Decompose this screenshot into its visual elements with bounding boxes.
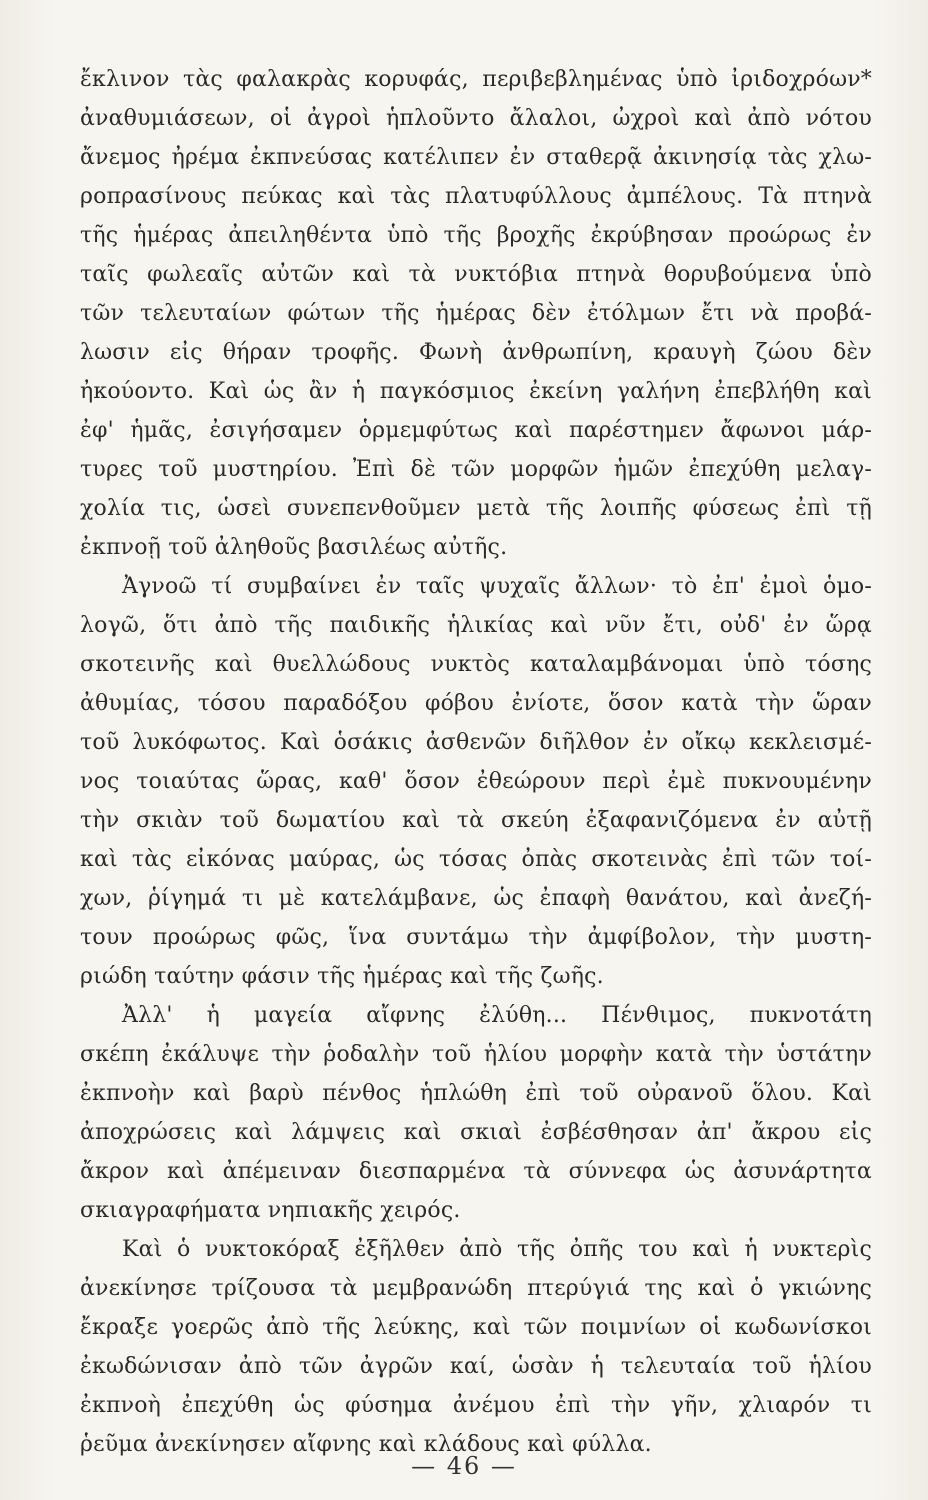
text-line: ἔκραξε γοερῶς ἀπὸ τῆς λεύκης, καὶ τῶν ποιμνίων οἱ κωδωνίσκοι: [80, 1315, 872, 1340]
text-line: ἄκρον καὶ ἀπέμειναν διεσπαρμένα τὰ σύννεφα ὡς ἀσυνάρτητα: [80, 1159, 872, 1184]
text-line: ταῖς φωλεαῖς αὐτῶν καὶ τὰ νυκτόβια πτηνὰ θορυβούμενα ὑπὸ: [80, 262, 872, 287]
text-line: ἀθυμίας, τόσου παραδόξου φόβου ἐνίοτε, ὅσον κατὰ τὴν ὥραν: [80, 691, 872, 716]
text-line: τῆς ἡμέρας ἀπειληθέντα ὑπὸ τῆς βροχῆς ἐκρύβησαν προώρως ἐν: [80, 223, 872, 248]
text-line: καὶ τὰς εἰκόνας μαύρας, ὡς τόσας ὀπὰς σκοτεινὰς ἐπὶ τῶν τοί-: [80, 847, 872, 872]
page-number: — 46 —: [411, 1452, 517, 1480]
text-line: σκιαγραφήματα νηπιακῆς χειρός.: [80, 1198, 461, 1223]
text-line: ῥεῦμα ἀνεκίνησεν αἴφνης καὶ κλάδους καὶ φύλλα.: [80, 1432, 652, 1457]
text-line: ἐκωδώνισαν ἀπὸ τῶν ἀγρῶν καί, ὡσὰν ἡ τελευταία τοῦ ἡλίου: [80, 1354, 872, 1379]
text-line: τῶν τελευταίων φώτων τῆς ἡμέρας δὲν ἐτόλμων ἔτι νὰ προβά-: [80, 301, 872, 326]
text-line: ἀναθυμιάσεων, οἱ ἀγροὶ ἡπλοῦντο ἄλαλοι, ὠχροὶ καὶ ἀπὸ νότου: [80, 106, 872, 131]
text-line: ροπρασίνους πεύκας καὶ τὰς πλατυφύλλους ἀμπέλους. Τὰ πτηνὰ: [80, 184, 872, 209]
text-line: Ἀγνοῶ τί συμβαίνει ἐν ταῖς ψυχαῖς ἄλλων· τὸ ἐπ' ἐμοὶ ὁμο-: [122, 574, 872, 599]
text-line: ἐκπνοῇ τοῦ ἀληθοῦς βασιλέως αὐτῆς.: [80, 535, 508, 560]
text-line: ἄνεμος ἠρέμα ἐκπνεύσας κατέλιπεν ἐν σταθερᾷ ἀκινησίᾳ τὰς χλω-: [80, 145, 872, 170]
text-line: ἐκπνοὴν καὶ βαρὺ πένθος ἡπλώθη ἐπὶ τοῦ οὐρανοῦ ὅλου. Καὶ: [80, 1081, 872, 1106]
paragraph-2: [80, 567, 872, 996]
text-line: ἔκλινον τὰς φαλακρὰς κορυφάς, περιβεβλημένας ὑπὸ ἰριδοχρόων*: [80, 67, 872, 92]
text-line: ἐφ' ἡμᾶς, ἐσιγήσαμεν ὁρμεμφύτως καὶ παρέστημεν ἄφωνοι μάρ-: [80, 418, 872, 443]
text-line: σκέπη ἐκάλυψε τὴν ῥοδαλὴν τοῦ ἡλίου μορφὴν κατὰ τὴν ὑστάτην: [80, 1042, 872, 1067]
text-line: χολία τις, ὡσεὶ συνεπενθοῦμεν μετὰ τῆς λοιπῆς φύσεως ἐπὶ τῇ: [80, 496, 872, 521]
body-text: [80, 60, 872, 1464]
text-line: τὴν σκιὰν τοῦ δωματίου καὶ τὰ σκεύη ἐξαφανιζόμενα ἐν αὐτῇ: [80, 808, 872, 833]
text-line: Ἀλλ' ἡ μαγεία αἴφνης ἐλύθη... Πένθιμος, πυκνοτάτη: [122, 1003, 872, 1028]
text-line: τουν προώρως φῶς, ἵνα συντάμω τὴν ἀμφίβολον, τὴν μυστη-: [80, 925, 872, 950]
text-line: ριώδη ταύτην φάσιν τῆς ἡμέρας καὶ τῆς ζωῆς.: [80, 964, 604, 989]
text-line: λωσιν εἰς θήραν τροφῆς. Φωνὴ ἀνθρωπίνη, κραυγὴ ζώου δὲν: [80, 340, 872, 365]
text-line: ἀνεκίνησε τρίζουσα τὰ μεμβρανώδη πτερύγιά της καὶ ὁ γκιώνης: [80, 1276, 872, 1301]
text-line: λογῶ, ὅτι ἀπὸ τῆς παιδικῆς ἡλικίας καὶ νῦν ἔτι, οὐδ' ἐν ὥρᾳ: [80, 613, 872, 638]
text-line: σκοτεινῆς καὶ θυελλώδους νυκτὸς καταλαμβάνομαι ὑπὸ τόσης: [80, 652, 872, 677]
text-line: Καὶ ὁ νυκτοκόραξ ἐξῆλθεν ἀπὸ τῆς ὀπῆς του καὶ ἡ νυκτερὶς: [122, 1237, 872, 1262]
text-line: τοῦ λυκόφωτος. Καὶ ὁσάκις ἀσθενῶν διῆλθον ἐν οἴκῳ κεκλεισμέ-: [80, 730, 872, 755]
text-line: ἐκπνοὴ ἐπεχύθη ὡς φύσημα ἀνέμου ἐπὶ τὴν γῆν, χλιαρόν τι: [80, 1393, 872, 1418]
text-line: χων, ῥίγημά τι μὲ κατελάμβανε, ὡς ἐπαφὴ θανάτου, καὶ ἀνεζή-: [80, 886, 872, 911]
text-line: ἀποχρώσεις καὶ λάμψεις καὶ σκιαὶ ἐσβέσθησαν ἀπ' ἄκρου εἰς: [80, 1120, 872, 1145]
text-line: νος τοιαύτας ὥρας, καθ' ὅσον ἐθεώρουν περὶ ἐμὲ πυκνουμένην: [80, 769, 872, 794]
paragraph-1: [80, 60, 872, 567]
paragraph-4: [80, 1230, 872, 1464]
paragraph-3: [80, 996, 872, 1230]
text-line: ἠκούοντο. Καὶ ὡς ἂν ἡ παγκόσμιος ἐκείνη γαλήνη ἐπεβλήθη καὶ: [80, 379, 872, 404]
text-line: τυρες τοῦ μυστηρίου. Ἐπὶ δὲ τῶν μορφῶν ἡμῶν ἐπεχύθη μελαγ-: [80, 457, 872, 482]
